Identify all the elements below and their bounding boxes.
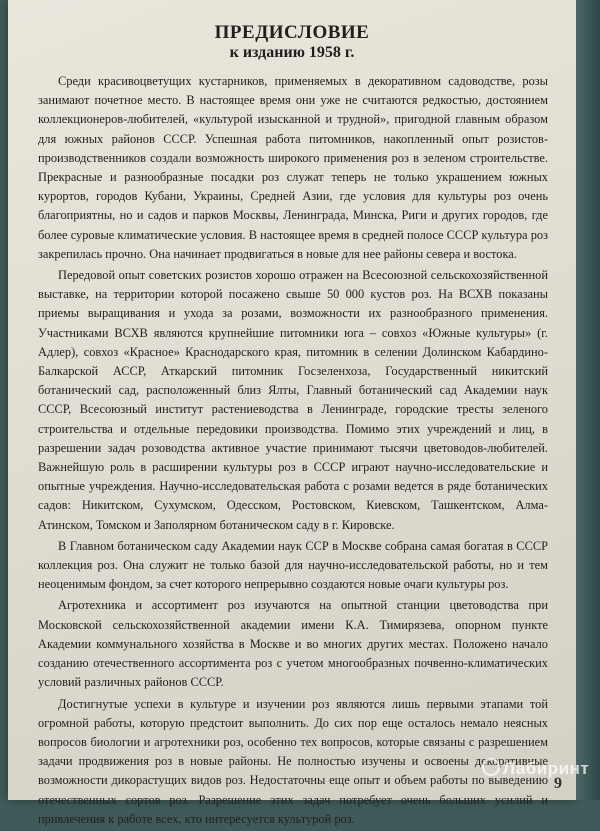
watermark [482, 758, 589, 779]
page-number: 9 [554, 775, 562, 792]
body-text [38, 72, 548, 831]
page-title: ПРЕДИСЛОВИЕ [214, 22, 370, 43]
paragraph: В Главном ботаническом саду Академии наук ССР в Москве собрана самая богатая в СССР коллекция роз. Она служит не только базой для научно-исследовательской работы, но и тем неоценимым фондом, за счет которого непрерывно создаются новые очаги культуры роз. [38, 538, 548, 592]
watermark-text: Лабиринт [503, 759, 590, 778]
page-heading [8, 22, 576, 62]
labirint-logo-icon [482, 758, 500, 776]
paragraph: Передовой опыт советских розистов хорошо отражен на Всесоюзной сельскохозяйственной выставке, на территории которой посажено свыше 50 000 кустов роз. На ВСХВ показаны приемы выращивания и ухода за розами, возможности их разнообразного применения. Участниками ВСХВ являются крупнейшие питомники юга – совхоз «Южные культуры» (г. Адлер), совхоз «Красное» Краснодарского края, питомник в селении Долинском Кабардино-Балкарской АССР, Аткарский питомник Госзеленхоза, Государственный никитский ботанический сад, расположенный близ Ялты, Главный ботанический сад Академии наук СССР, Всесоюзный институт растениеводства в Ленинграде, городские тресты зеленого строительства и отдельные передовики производства. Помимо этих учреждений и лиц, в разрешении задач розоводства активное участие принимают тысячи цветоводов-любителей. Важнейшую роль в расширении культуры роз в СССР играют научно-исследовательские и опытные учреждения. Научно-исследовательская работа с розами ведется в ряде ботанических садов: Никитском, Сухумском, Одесском, Ростовском, Киевском, Ташкентском, Алма-Атинском, Томском и Заполярном ботаническом саду в г. Кировске. [38, 268, 548, 532]
page-subtitle: к изданию 1958 г. [229, 44, 355, 61]
book-cover-edge [576, 0, 600, 800]
paragraph: Достигнутые успехи в культуре и изучении роз являются лишь первыми этапами той огромной работы, которую предстоит выполнить. До сих пор еще осталось немало неясных вопросов биологии и агротехники роз, особенно тех вопросов, которые связаны с разрешением задачи продвижения роз в новые районы. Не полностью изучены и освоены декоративные возможности дикорастущих видов роз. Недостаточны еще опыт и объем работы по выведению отечественных сортов роз. Разрешение этих задач потребует очень больших усилий и привлечения к работе всех, кто интересуется культурой роз. [38, 696, 548, 826]
paragraph: Среди красивоцветущих кустарников, применяемых в декоративном садоводстве, розы занимают почетное место. В настоящее время они уже не считаются редкостью, достоянием коллекционеров-любителей, «культурой изысканной и трудной», пригодной главным образом для южных районов СССР. Успешная работа питомников, накопленный опыт розистов-производственников создали возможность широкого применения роз в зеленом строительстве. Прекрасные и разнообразные посадки роз служат теперь не только украшением южных курортов, городов Кубани, Украины, Средней Азии, где условия для культуры роз очень благоприятны, но и садов и парков Москвы, Ленинграда, Минска, Риги и других городов, где более суровые климатические условия. В настоящее время в средней полосе СССР культура роз закрепилась прочно. Она начинает продвигаться в новые для нее районы севера и востока. [38, 74, 548, 261]
paragraph: Агротехника и ассортимент роз изучаются на опытной станции цветоводства при Московской сельскохозяйственной академии имени К.А. Тимирязева, опорном пункте Академии коммунального хозяйства в Москве и во многих других местах. Положено начало созданию отечественного ассортимента роз с учетом многообразных почвенно-климатических условий различных районов СССР. [38, 598, 548, 690]
book-page [8, 0, 576, 826]
